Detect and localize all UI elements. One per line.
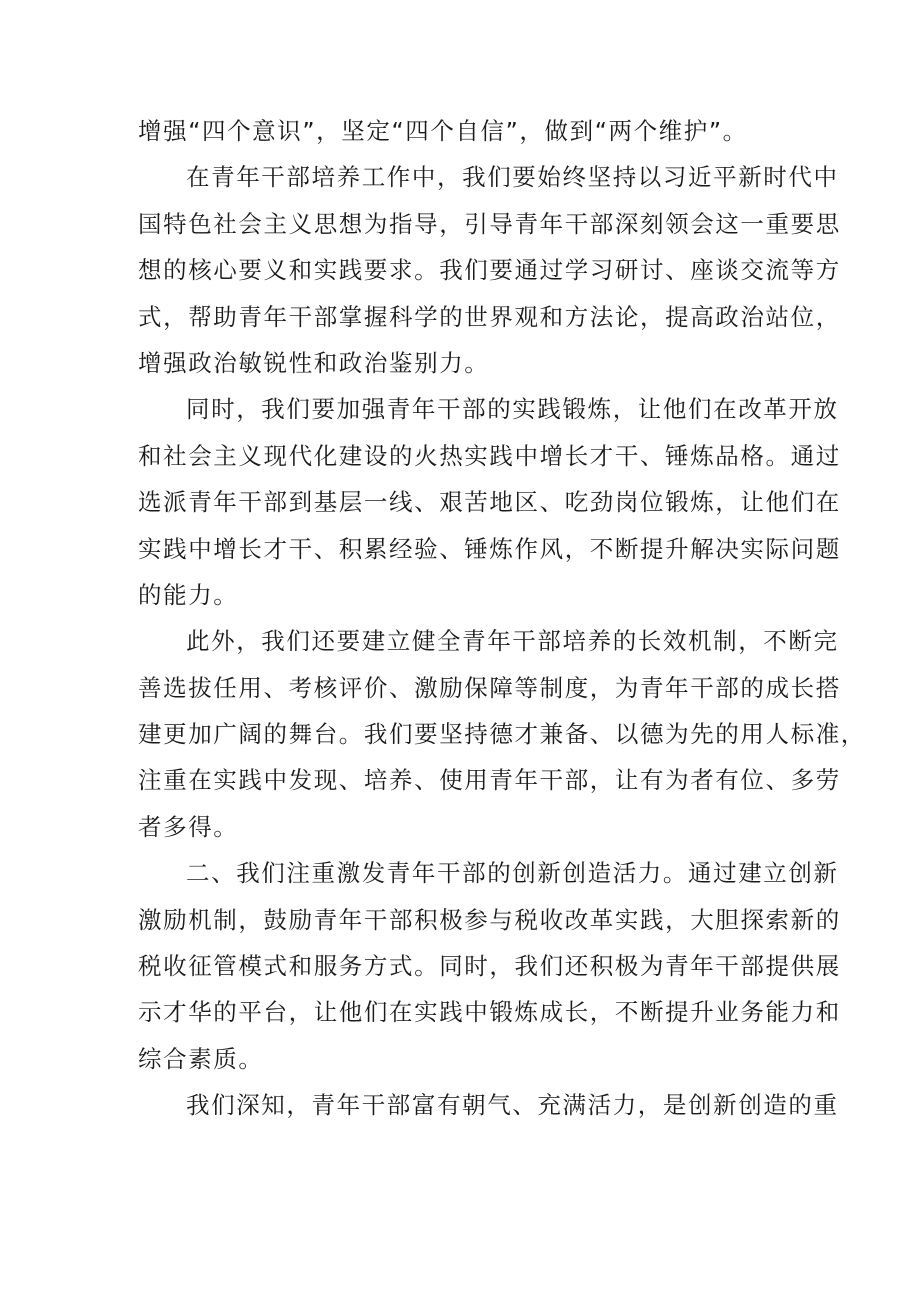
paragraph-youth-training bbox=[138, 154, 841, 386]
text-line: 我们深知，青年干部富有朝气、充满活力，是创新创造的重 bbox=[186, 1091, 839, 1120]
text-line: 和社会主义现代化建设的火热实践中增长才干、锤炼品格。通过 bbox=[138, 441, 841, 470]
text-line: 综合素质。 bbox=[138, 1044, 264, 1073]
text-line: 实践中增长才干、积累经验、锤炼作风，不断提升解决实际问题 bbox=[138, 534, 841, 563]
text-line: 示才华的平台，让他们在实践中锻炼成长，不断提升业务能力和 bbox=[138, 998, 841, 1027]
text-line: 想的核心要义和实践要求。我们要通过学习研讨、座谈交流等方 bbox=[138, 256, 841, 285]
paragraph-mechanism bbox=[138, 618, 866, 850]
text-line: 注重在实践中发现、培养、使用青年干部，让有为者有位、多劳 bbox=[138, 766, 841, 795]
text-line: 税收征管模式和服务方式。同时，我们还积极为青年干部提供展 bbox=[138, 952, 841, 981]
document-body bbox=[138, 108, 866, 1129]
text-line: 者多得。 bbox=[138, 812, 239, 841]
text-line: 建更加广阔的舞台。我们要坚持德才兼备、以德为先的用人标准， bbox=[138, 720, 866, 749]
paragraph-practice bbox=[138, 386, 841, 618]
paragraph-continuation bbox=[138, 108, 798, 154]
paragraph-closing bbox=[138, 1082, 839, 1128]
text-line: 同时，我们要加强青年干部的实践锻炼，让他们在改革开放 bbox=[186, 395, 839, 424]
text-line: 增强政治敏锐性和政治鉴别力。 bbox=[138, 348, 490, 377]
text-line: 国特色社会主义思想为指导，引导青年干部深刻领会这一重要思 bbox=[138, 209, 841, 238]
text-line: 在青年干部培养工作中，我们要始终坚持以习近平新时代中 bbox=[186, 163, 839, 192]
text-line: 善选拔任用、考核评价、激励保障等制度，为青年干部的成长搭 bbox=[138, 673, 841, 702]
paragraph-innovation bbox=[138, 850, 841, 1082]
text-line: 二、我们注重激发青年干部的创新创造活力。通过建立创新 bbox=[186, 859, 839, 888]
text-line: 此外，我们还要建立健全青年干部培养的长效机制，不断完 bbox=[186, 627, 839, 656]
text-line: 增强“四个意识”，坚定“四个自信”，做到“两个维护”。 bbox=[138, 117, 748, 145]
text-line: 选派青年干部到基层一线、艰苦地区、吃劲岗位锻炼，让他们在 bbox=[138, 488, 841, 517]
text-line: 式，帮助青年干部掌握科学的世界观和方法论，提高政治站位， bbox=[138, 302, 841, 331]
text-line: 的能力。 bbox=[138, 580, 239, 609]
text-line: 激励机制，鼓励青年干部积极参与税收改革实践，大胆探索新的 bbox=[138, 905, 841, 934]
